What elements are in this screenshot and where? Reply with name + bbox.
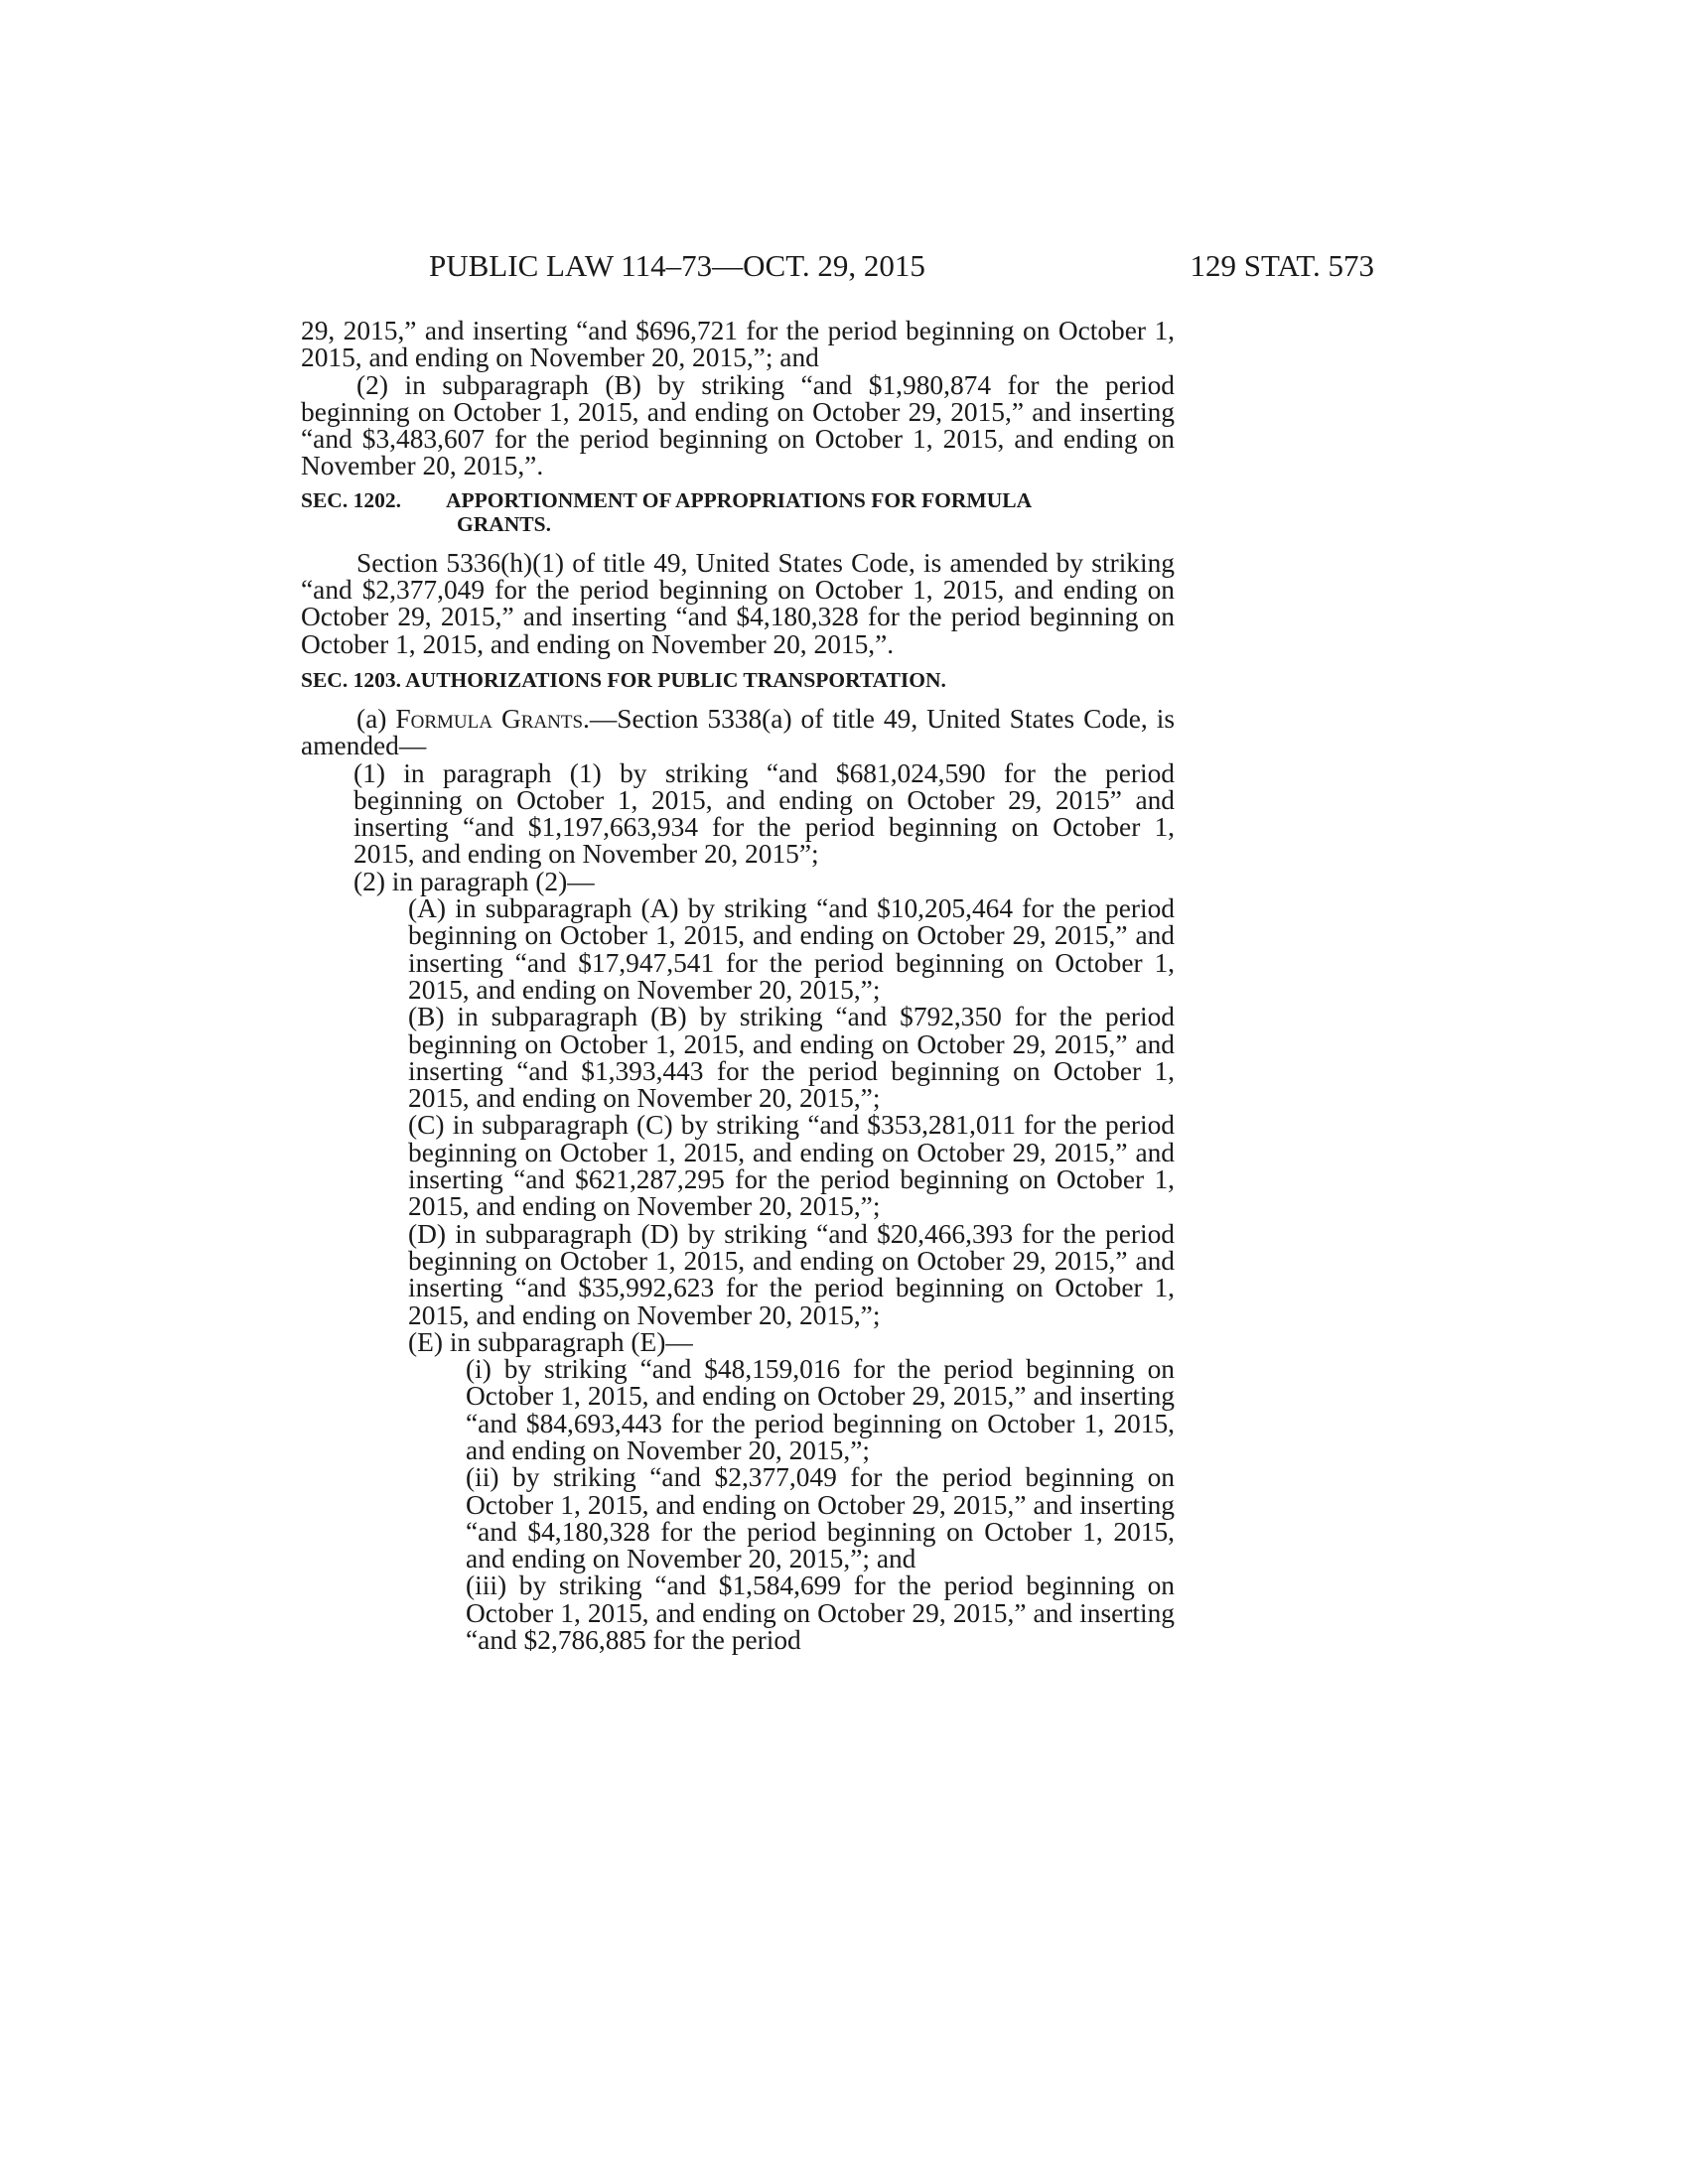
subparagraph-e: (E) in subparagraph (E)—: [408, 1326, 693, 1357]
paragraph-1-text: (1) in paragraph (1) by striking “and $681,024,590 for the period beginning on October 1, 2015, and ending on October 29, 2015” and inserting “and $1,197,663,934 for the period beginning on October 1, 2015, and ending on November 20, 2015”;: [353, 757, 1175, 870]
section-1203-heading: SEC. 1203. AUTHORIZATIONS FOR PUBLIC TRANSPORTATION.: [301, 667, 946, 692]
section-1202-heading: [301, 488, 1175, 536]
subsection-caption: Formula Grants: [395, 703, 584, 734]
paragraph-2: (2) in subparagraph (B) by striking “and $1,980,874 for the period beginning on October 1, 2015, and ending on October 29, 2015,” and inserting “and $3,483,607 for the period beginning on October 1, 2015, and ending on November 20, 2015,”.: [301, 369, 1175, 481]
paragraph-1: [301, 757, 1175, 870]
subsection-designator: (a): [356, 703, 396, 734]
section-title-continued: GRANTS.: [457, 511, 551, 536]
statute-page-reference: 129 STAT. 573: [1190, 248, 1374, 283]
running-head-title: PUBLIC LAW 114–73—OCT. 29, 2015: [429, 248, 925, 283]
clause-ii: (ii) by striking “and $2,377,049 for the period beginning on October 1, 2015, and ending on October 29, 2015,” and inserting “and $4,180,328 for the period beginning on October 1, 2015, and ending on November 20, 2015,”; and: [466, 1462, 1175, 1574]
document-body: [301, 318, 1175, 1654]
section-number: SEC. 1202.: [301, 487, 401, 512]
subparagraph-a: (A) in subparagraph (A) by striking “and $10,205,464 for the period beginning on October 1, 2015, and ending on October 29, 2015,” and inserting “and $17,947,541 for the period beginning on October 1, 2015, and ending on November 20, 2015,”;: [408, 893, 1175, 1005]
subparagraph-d: (D) in subparagraph (D) by striking “and $20,466,393 for the period beginning on October 1, 2015, and ending on October 29, 2015,” and inserting “and $35,992,623 for the period beginning on October 1, 2015, and ending on November 20, 2015,”;: [408, 1218, 1175, 1330]
subparagraph-c: (C) in subparagraph (C) by striking “and $353,281,011 for the period beginning on October 1, 2015, and ending on October 29, 2015,” and inserting “and $621,287,295 for the period beginning on October 1, 2015, and ending on November 20, 2015,”;: [408, 1110, 1175, 1222]
clause-i: (i) by striking “and $48,159,016 for the period beginning on October 1, 2015, and ending on October 29, 2015,” and inserting “and $84,693,443 for the period beginning on October 1, 2015, and ending on November 20, 2015,”;: [466, 1354, 1175, 1465]
page-header: [298, 246, 1374, 286]
clause-iii: (iii) by striking “and $1,584,699 for the period beginning on October 1, 2015, and ending on October 29, 2015,” and inserting “and $2,786,885 for the period: [466, 1570, 1175, 1656]
subsection-text: .—Section 5338(a) of title 49, United States Code, is amended—: [301, 703, 1175, 761]
section-title: APPORTIONMENT OF APPROPRIATIONS FOR FORMULA: [446, 487, 1033, 512]
subsection-a: [301, 703, 1175, 761]
section-1202-text: Section 5336(h)(1) of title 49, United States Code, is amended by striking “and $2,377,049 for the period beginning on October 1, 2015, and ending on October 29, 2015,” and inserting “and $4,180,328 for the period beginning on October 1, 2015, and ending on November 20, 2015,”.: [301, 547, 1175, 659]
continued-paragraph: 29, 2015,” and inserting “and $696,721 for the period beginning on October 1, 2015, and ending on November 20, 2015,”; and: [301, 316, 1175, 373]
subparagraph-b: (B) in subparagraph (B) by striking “and $792,350 for the period beginning on October 1, 2015, and ending on October 29, 2015,” and inserting “and $1,393,443 for the period beginning on October 1, 2015, and ending on November 20, 2015,”;: [408, 1002, 1175, 1114]
paragraph-2-heading: (2) in paragraph (2)—: [353, 866, 595, 896]
